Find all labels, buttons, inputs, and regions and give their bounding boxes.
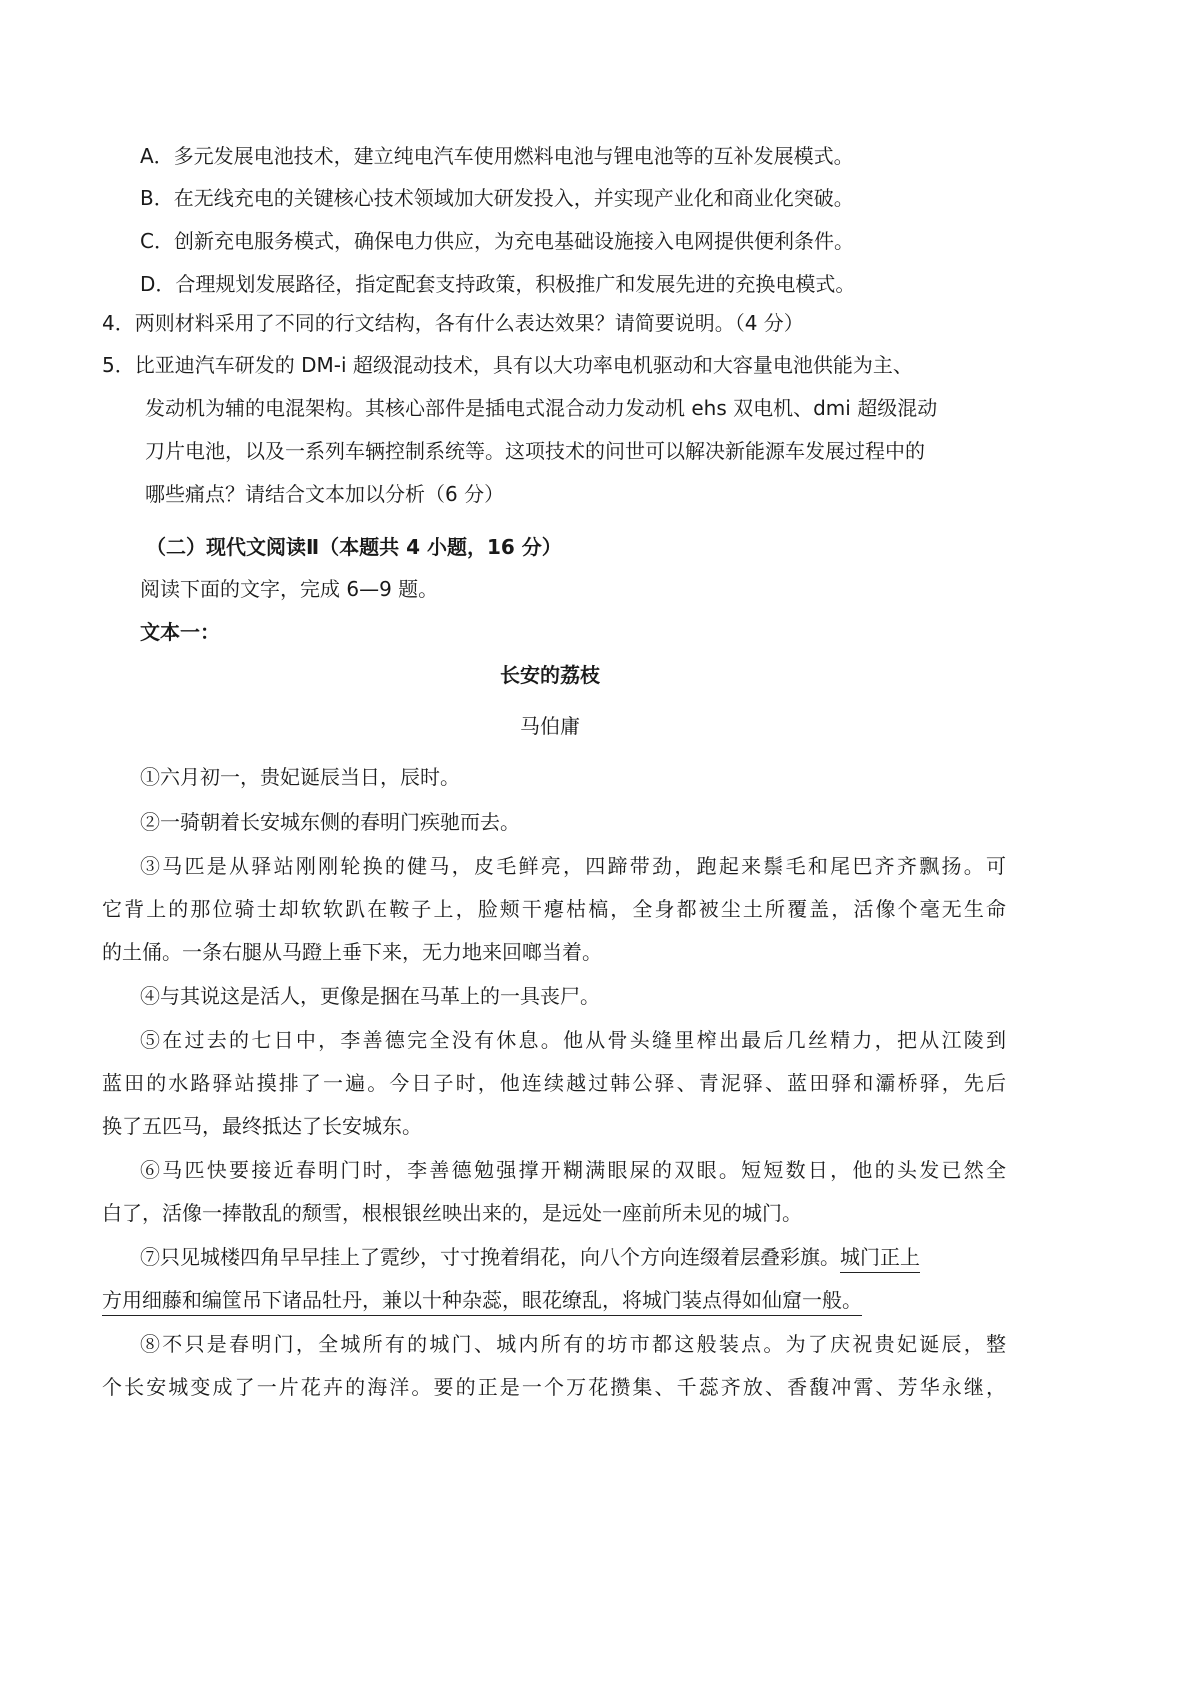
paragraph-4: ④与其说这是活人，更像是捆在马革上的一具丧尸。 [140,984,600,1008]
section-heading: （二）现代文阅读Ⅱ（本题共 4 小题，16 分） [146,535,562,559]
paragraph-1: ①六月初一，贵妃诞辰当日，辰时。 [140,765,460,789]
question-5-line-3: 刀片电池，以及一系列车辆控制系统等。这项技术的问世可以解决新能源车发展过程中的 [145,439,925,463]
paragraph-2: ②一骑朝着长安城东侧的春明门疾驰而去。 [140,810,520,834]
paragraph-5-line-1: ⑤在过去的七日中，李善德完全没有休息。他从骨头缝里榨出最后几丝精力，把从江陵到 [140,1028,1006,1052]
paragraph-5-line-2: 蓝田的水路驿站摸排了一遍。今日子时，他连续越过韩公驿、青泥驿、蓝田驿和灞桥驿，先后 [102,1071,1006,1095]
paragraph-6-line-1: ⑥马匹快要接近春明门时，李善德勉强撑开糊满眼屎的双眼。短短数日，他的头发已然全 [140,1158,1006,1182]
paragraph-3-line-3: 的土俑。一条右腿从马蹬上垂下来，无力地来回啷当着。 [102,940,602,964]
article-title: 长安的荔枝 [500,663,600,687]
paragraph-7-plain-text: ⑦只见城楼四角早早挂上了霓纱，寸寸挽着绢花，向八个方向连缀着层叠彩旗。 [140,1245,840,1269]
section-instruction: 阅读下面的文字，完成 6—9 题。 [140,577,439,601]
option-d: D．合理规划发展路径，指定配套支持政策，积极推广和发展先进的充换电模式。 [140,272,856,296]
paragraph-7-line-2 [102,1290,862,1310]
text-one-label: 文本一： [140,620,220,644]
question-5-line-1: 5．比亚迪汽车研发的 DM-i 超级混动技术，具有以大功率电机驱动和大容量电池供能为主、 [102,353,913,377]
paragraph-8-line-1: ⑧不只是春明门，全城所有的城门、城内所有的坊市都这般装点。为了庆祝贵妃诞辰，整 [140,1332,1006,1356]
paragraph-7-underlined-continuation: 方用细藤和编筐吊下诸品牡丹，兼以十种杂蕊，眼花缭乱，将城门装点得如仙窟一般。 [102,1288,862,1316]
question-5-line-2: 发动机为辅的电混架构。其核心部件是插电式混合动力发动机 ehs 双电机、dmi 超级混动 [145,396,938,420]
article-author: 马伯庸 [520,714,580,738]
option-b: B．在无线充电的关键核心技术领域加大研发投入，并实现产业化和商业化突破。 [140,186,854,210]
option-c: C．创新充电服务模式，确保电力供应，为充电基础设施接入电网提供便利条件。 [140,229,854,253]
paragraph-5-line-3: 换了五匹马，最终抵达了长安城东。 [102,1114,422,1138]
question-4: 4．两则材料采用了不同的行文结构，各有什么表达效果？请简要说明。（4 分） [102,311,804,335]
paragraph-6-line-2: 白了，活像一捧散乱的颓雪，根根银丝映出来的，是远处一座前所未见的城门。 [102,1201,802,1225]
paragraph-7-underlined-text: 城门正上 [840,1245,920,1273]
paragraph-7-line-1 [140,1247,920,1267]
question-5-line-4: 哪些痛点？请结合文本加以分析（6 分） [145,482,505,506]
paragraph-3-line-1: ③马匹是从驿站刚刚轮换的健马，皮毛鲜亮，四蹄带劲，跑起来鬃毛和尾巴齐齐飘扬。可 [140,854,1006,878]
paragraph-8-line-2: 个长安城变成了一片花卉的海洋。要的正是一个万花攒集、千蕊齐放、香馥冲霄、芳华永继， [102,1375,1006,1399]
paragraph-3-line-2: 它背上的那位骑士却软软趴在鞍子上，脸颊干瘪枯槁，全身都被尘土所覆盖，活像个毫无生命 [102,897,1006,921]
option-a: A．多元发展电池技术，建立纯电汽车使用燃料电池与锂电池等的互补发展模式。 [140,144,854,168]
